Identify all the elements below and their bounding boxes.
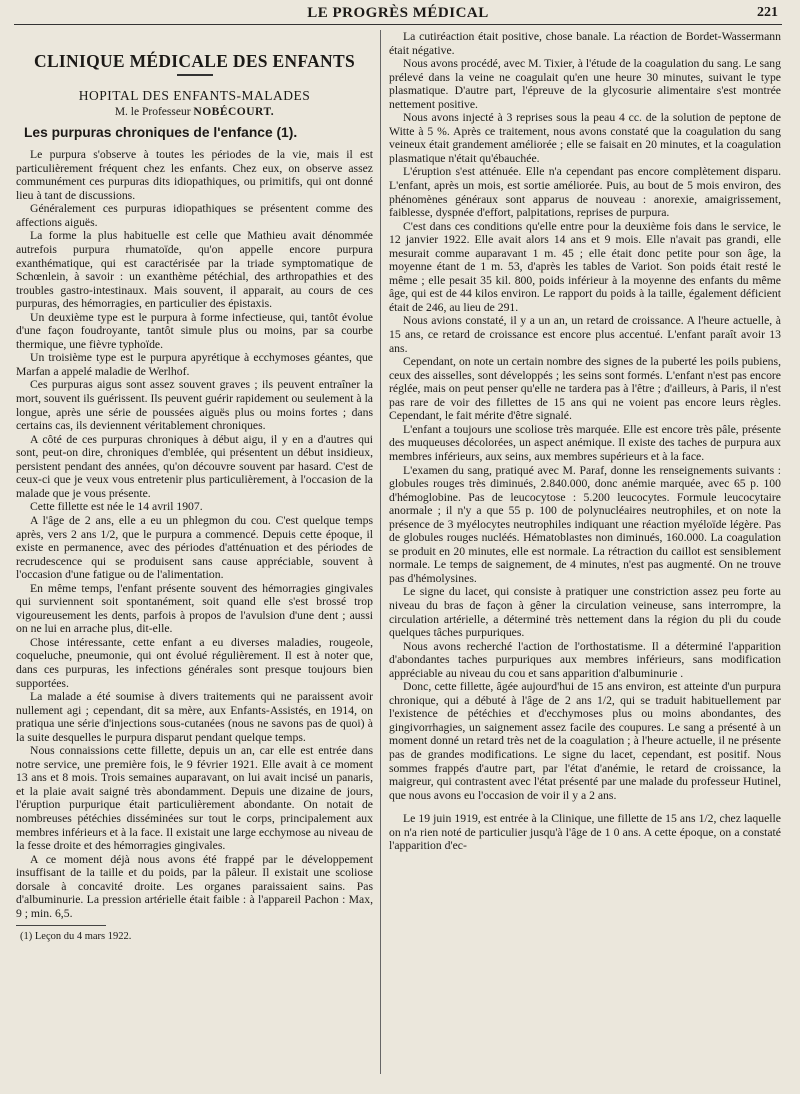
- professor-prefix: M. le Professeur: [114, 106, 194, 119]
- right-paragraph: Nous avons recherché l'action de l'orthostatisme. Il a déterminé l'apparition d'abondantes taches purpuriques aux membres inférieurs, sans modification appréciable au niveau du cou et sans apparition d'albuminurie .: [389, 639, 781, 680]
- left-paragraph: A l'âge de 2 ans, elle a eu un phlegmon du cou. C'est quelque temps après, vers 2 ans 1/2, que le purpura a commencé. Depuis cette époque, il existe en permanence, avec des périodes d'atténuation et des périodes de recrudescence qui se produisent sans cause appréciable, souvent à l'occasion d'une fatigue ou de l'alimentation.: [16, 513, 373, 582]
- left-paragraph: Chose intéressante, cette enfant a eu diverses maladies, rougeole, coqueluche, pneumonie, qui ont évolué régulièrement. Il est à noter que, dans ces purpuras, les infections générales sont presque toujours bien supportées.: [16, 635, 373, 690]
- article-title: Les purpuras chroniques de l'enfance (1).: [24, 124, 298, 140]
- left-paragraph: Généralement ces purpuras idiopathiques se présentent comme des affections aiguës.: [16, 202, 373, 229]
- right-paragraph: La cutiréaction était positive, chose banale. La réaction de Bordet-Wassermann était négative.: [389, 30, 781, 57]
- page-number: 221: [757, 5, 778, 20]
- right-paragraph: L'éruption s'est atténuée. Elle n'a cependant pas encore complètement disparu. L'enfant, après un mois, est sortie améliorée. Puis, au bout de 5 mois environ, des phénomènes généraux sont apparus de nouveau : anorexie, amaigrissement, faiblesse, dyspnée d'effort, palpitations, reprises de purpura.: [389, 165, 781, 220]
- heading-rule: [177, 74, 213, 76]
- professor-line: [16, 106, 373, 120]
- column-divider: [380, 30, 381, 1074]
- left-paragraph: Cette fillette est née le 14 avril 1907.: [30, 500, 203, 514]
- hospital-name: HOPITAL DES ENFANTS-MALADES: [78, 87, 311, 103]
- left-paragraph: Un troisième type est le purpura apyrétique à ecchymoses géantes, que Marfan a appelé maladie de Werlhof.: [16, 351, 373, 378]
- left-paragraph: Un deuxième type est le purpura à forme infectieuse, qui, tantôt évolue d'une façon foudroyante, tantôt simule plus ou moins, par sa courbe thermique, une fièvre typhoïde.: [16, 310, 373, 351]
- left-paragraph: En même temps, l'enfant présente souvent des hémorragies gingivales qui surviennent soit spontanément, soit quand elle s'est brossé trop vigoureusement les dents, parfois à propos de l'avulsion d'une dent ; aussi on ne lui en arrache plus, dit-elle.: [16, 581, 373, 636]
- journal-title: LE PROGRÈS MÉDICAL: [307, 5, 489, 21]
- right-paragraph: Nous avions constaté, il y a un an, un retard de croissance. A l'heure actuelle, à 15 ans, ce retard de croissance est encore plus accentué. L'enfant paraît avoir 13 ans.: [389, 314, 781, 355]
- left-paragraph: A ce moment déjà nous avons été frappé par le développement insuffisant de la taille et du poids, par la pâleur. Il existait une scoliose dorsale à concavité droite. Les organes paraissaient sains. Pas d'albuminurie. La pression artérielle était faible : à l'appareil Pachon : Max, 9 ; min. 6,5.: [16, 852, 373, 920]
- left-paragraph: Nous connaissions cette fillette, depuis un an, car elle est entrée dans notre service, une première fois, le 9 février 1921. Elle avait à ce moment 13 ans et 8 mois. Trois semaines auparavant, on lui avait incisé un panaris, et la plaie avait saigné très abondamment. Depuis une dizaine de jours, l'éruption purpurique était particulièrement abondante. On notait de nombreuses pétéchies disséminées sur tout le corps, principalement aux membres inférieurs et à la face. Il existait une large ecchymose au niveau de la fesse droite et des hémorragies gingivales.: [16, 744, 373, 853]
- paragraph-spacer: [389, 802, 781, 812]
- right-paragraph: Cependant, on note un certain nombre des signes de la puberté les poils pubiens, ceux des aisselles, sont développés ; les seins sont formés. L'enfant n'est pas encore réglée, mais on peut penser qu'elle ne tardera pas à l'être ; d'ailleurs, à Paris, il n'est pas rare de voir des fillettes de 15 ans qui ne voient pas encore leurs règles. Cependant, le fait mérite d'être signalé.: [389, 355, 781, 423]
- right-paragraph: Donc, cette fillette, âgée aujourd'hui de 15 ans environ, est atteinte d'un purpura chronique, qui a débuté à l'âge de 2 ans 1/2, qui se traduit habituellement par l'existence de pétéchies et d'ecchymoses plus ou moins abondantes, des gingivorrhagies, un saignement assez facile des coupures. Le sang a présenté à un moment donné un retard très net de la coagulation ; à l'heure actuelle, il ne présente pas de grandes modifications. Le signe du lacet, cependant, est positif. Nous sommes frappés d'autre part, par l'état d'anémie, le retard de croissance, la maigreur, qui contrastent avec l'état présenté par une malade du professeur Hutinel, que nous avons eu l'occasion de voir il y a 2 ans.: [389, 680, 781, 802]
- right-paragraph: Nous avons injecté à 3 reprises sous la peau 4 cc. de la solution de peptone de Witte à 5 %. Après ce traitement, nous avons constaté que la coagulation du sang veineux était grandement améliorée ; elle se faisait en 20 minutes, et la coagulation plasmatique n'était qu'ébauchée.: [389, 111, 781, 165]
- footnote: (1) Leçon du 4 mars 1922.: [20, 931, 132, 943]
- left-paragraph: Ces purpuras aigus sont assez souvent graves ; ils peuvent entraîner la mort, souvent ils guérissent. Ils peuvent guérir rapidement ou seulement à la longue, après une série de poussées aiguës plus ou moins fortes ; dans certains cas, ils deviennent véritablement chroniques.: [16, 378, 373, 433]
- right-column: [389, 30, 781, 1080]
- right-paragraph: Nous avons procédé, avec M. Tixier, à l'étude de la coagulation du sang. Le sang prélevé dans la veine ne coagulait qu'en une heure 30 minutes, suivant le type plasmatique. D'autre part, l'épreuve de la glycosurie alimentaire s'est montrée nettement positive.: [389, 57, 781, 111]
- left-column: [16, 30, 373, 1080]
- right-paragraph: L'enfant a toujours une scoliose très marquée. Elle est encore très pâle, présente des muqueuses décolorées, un aspect anémique. Il existe des taches de purpura aux membres inférieurs, aux seins, aux membres supérieurs et à la face.: [389, 422, 781, 463]
- right-paragraph: Le signe du lacet, qui consiste à pratiquer une constriction assez peu forte au niveau du bras de façon à gêner la circulation veineuse, sans interrompre, la circulation artérielle, a déterminé très nettement dans la région du pli du coude quelques tâches purpuriques.: [389, 585, 781, 640]
- left-paragraph: A côté de ces purpuras chroniques à début aigu, il y en a d'autres qui sont, peut-on dire, chroniques d'emblée, qui présentent un début insidieux, persistent pendant des années, qu'on découvre souvent par hasard. C'est de ceux-ci que je veux vous entretenir plus particulièrement, à l'occasion de la malade que je vous présente.: [16, 432, 373, 500]
- clinic-heading: CLINIQUE MÉDICALE DES ENFANTS: [34, 51, 355, 71]
- left-paragraph: La malade a été soumise à divers traitements qui ne paraissent avoir nullement agi ; cependant, dit sa mère, aux Enfants-Assistés, en 1914, on pratiqua une série d'injections sous-cutanées (nous ne savons pas de quoi) à la suite desquelles le purpura disparut pendant quelque temps.: [16, 690, 373, 744]
- right-paragraph: L'examen du sang, pratiqué avec M. Paraf, donne les renseignements suivants : globules rouges très diminués, 2.840.000, donc anémie marquée, avec 65 p. 100 d'hémoglobine. Pas de leucocytose : 5.200 leucocytes. Formule leucocytaire anormale ; il n'y a que 55 p. 100 de polynucléaires neutrophiles, et on note la présence de 3 myélocytes neutrophiles indiquant une réaction myéloïde légère. Pas de globules rouges nucléés. Hématoblastes non diminués, 160.000. La coagulation se produit en 20 minutes, elle est normale. La rétraction du caillot est sensiblement normale. Le temps de saignement, de 4 minutes, n'est pas augmenté. On ne trouve pas d'hémolysines.: [389, 463, 781, 585]
- right-paragraph: C'est dans ces conditions qu'elle entre pour la deuxième fois dans le service, le 12 janvier 1922. Elle avait alors 14 ans et 9 mois. Elle n'avait pas grandi, elle mesurait comme auparavant 1 m. 45 ; elle était donc petite pour son âge, la moyenne étant de 1 m. 53, d'après les tables de Variot. Son poids était resté le même ; elle pesait 35 kil. 800, poids inférieur à la moyenne des enfants du même âge, qui est de 44 kilos environ. Le rapport du poids à la taille, également déficient était de 246, au lieu de 291.: [389, 219, 781, 314]
- professor-name: NOBÉCOURT.: [193, 106, 275, 119]
- running-head: [14, 4, 782, 25]
- left-paragraph: La forme la plus habituelle est celle que Mathieu avait dénommée autrefois purpura rhumatoïde, qu'on appelle encore purpura exanthématique, qui est caractérisée par la triade symptomatique de Schœnlein, à savoir : un exanthème pétéchial, des arthropathies et des troubles gastro-intestinaux. Mais souvent, il apparait, au cours de ces purpuras, des hémorragies, en particulier des épistaxis.: [16, 229, 373, 311]
- footnote-rule: [16, 925, 106, 926]
- right-paragraph: Le 19 juin 1919, est entrée à la Clinique, une fillette de 15 ans 1/2, chez laquelle on n'a rien noté de particulier jusqu'à l'âge de 1 0 ans. A cette époque, on a constaté l'apparition d'ec-: [389, 812, 781, 853]
- left-paragraph: Le purpura s'observe à toutes les périodes de la vie, mais il est particulièrement fréquent chez les enfants. Chez eux, on observe assez communément ces purpuras dits idiopathiques, ou primitifs, qui ont donné lieu à tant de discussions.: [16, 148, 373, 202]
